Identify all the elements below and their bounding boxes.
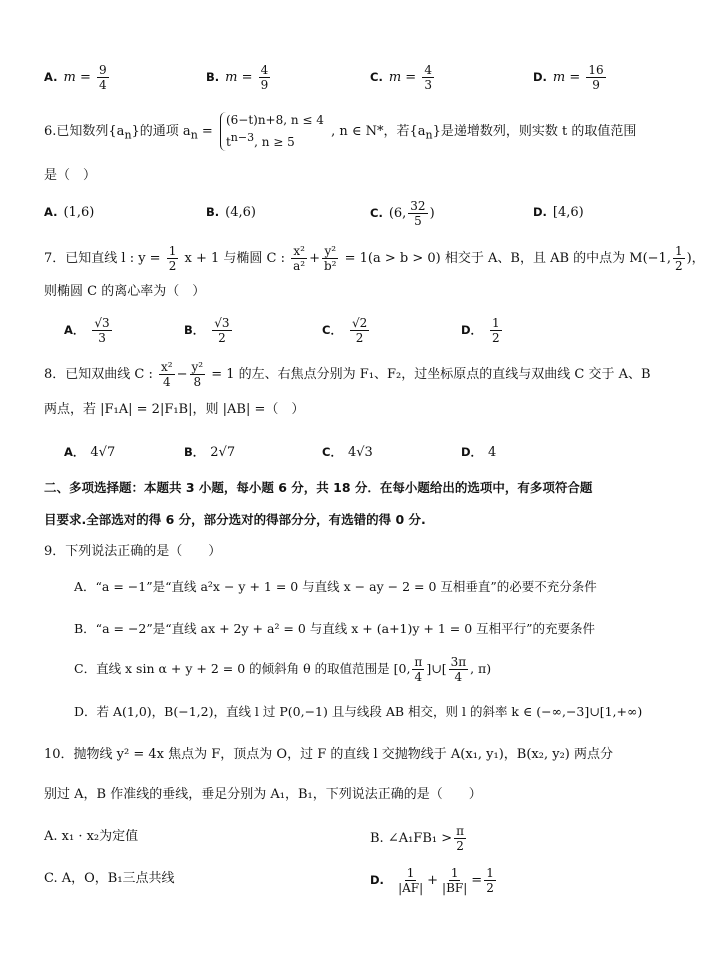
q8-stem-line2: 两点，若 |F₁A| = 2|F₁B|，则 |AB| =（ ） — [44, 402, 305, 417]
q10-option-b: B. ∠A₁FB₁ > $\frac{\pi}{2}$ — [370, 824, 465, 853]
q7-stem: 7．已知直线 l : y = $\frac{1}{2}$ x + 1 与椭圆 C : $\frac{\text{x²}}{\text{a²}}$ + $\frac{\text{y²}}{\text{b²}}$ = 1(a > b > 0) 相交于 A、B，且 AB 的中点为 M(−1, $\frac{1}{2}$ )， — [44, 244, 705, 273]
q10-option-a: A. x₁ · x₂为定值 — [44, 829, 139, 844]
q6-option-b: B. (4,6) — [206, 205, 256, 220]
q8-option-d: D． 4 — [461, 445, 497, 460]
q8-option-a: A． 4√7 — [64, 445, 116, 460]
q7-option-d: D． $\frac{1}{2}$ — [461, 316, 500, 345]
q6-option-c: C. (6, $\frac{32}{5}$ ) — [370, 199, 435, 228]
q10-stem-line2: 别过 A，B 作准线的垂线，垂足分别为 A₁，B₁，下列说法正确的是（ ） — [44, 787, 482, 802]
q6-option-a: A. (1,6) — [44, 205, 95, 220]
q9-stem: 9．下列说法正确的是（ ） — [44, 544, 222, 559]
q7-stem-line2: 则椭圆 C 的离心率为（ ） — [44, 284, 206, 299]
q6-option-d: D. [4,6) — [533, 205, 584, 220]
q5-option-c: C. m = $\frac{4}{3}$ — [370, 63, 432, 92]
q8-stem: 8．已知双曲线 C : $\frac{\text{x²}}{4}$ − $\frac{\text{y²}}{8}$ = 1 的左、右焦点分别为 F₁、F₂，过坐标原点的直线与双曲线 C 交于 A、B — [44, 360, 651, 389]
q5-option-b: B. m = $\frac{4}{9}$ — [206, 63, 269, 92]
q9-option-b: B．“a = −2”是“直线 ax + 2y + a² = 0 与直线 x + (a+1)y + 1 = 0 互相平行”的充要条件 — [74, 621, 596, 636]
q8-option-b: B． 2√7 — [184, 445, 236, 460]
q7-option-c: C． $\frac{√2}{2}$ — [322, 316, 368, 345]
section2-heading: 二、多项选择题：本题共 3 小题，每小题 6 分，共 18 分．在每小题给出的选项中，有多项符合题 — [44, 480, 593, 495]
q6-stem-line2: 是（ ） — [44, 168, 97, 183]
q10-option-d: D. $\frac{1}{|AF|}$ + $\frac{1}{|BF|}$ = $\frac{1}{2}$ — [370, 866, 494, 895]
q7-option-b: B． $\frac{√3}{2}$ — [184, 316, 230, 345]
q9-option-c: C．直线 x sin α + y + 2 = 0 的倾斜角 θ 的取值范围是 [0, $\frac{\pi}{4}$ ]∪[ $\frac{3\pi}{4}$ , π) — [74, 655, 492, 684]
q7-option-a: A． $\frac{√3}{3}$ — [64, 316, 110, 345]
q5-option-a: A. m = $\frac{9}{4}$ — [44, 63, 107, 92]
q5-option-d: D. m = $\frac{16}{9}$ — [533, 63, 604, 92]
q10-option-c: C. A，O，B₁三点共线 — [44, 871, 175, 886]
section2-heading-line2: 目要求.全部选对的得 6 分，部分选对的得部分分，有选错的得 0 分. — [44, 512, 426, 527]
q9-option-d: D．若 A(1,0)，B(−1,2)，直线 l 过 P(0,−1) 且与线段 AB 相交，则 l 的斜率 k ∈ (−∞,−3]∪[1,+∞) — [74, 704, 643, 719]
q9-option-a: A．“a = −1”是“直线 a²x − y + 1 = 0 与直线 x − ay − 2 = 0 互相垂直”的必要不充分条件 — [74, 579, 597, 594]
q6-piecewise: (6−t)n+8, n ≤ 4 $t^{n-3}$, n ≥ 5 — [220, 112, 324, 151]
q8-option-c: C． 4√3 — [322, 445, 373, 460]
q10-stem: 10．抛物线 y² = 4x 焦点为 F，顶点为 O，过 F 的直线 l 交抛物线于 A(x₁, y₁)，B(x₂, y₂) 两点分 — [44, 747, 613, 762]
q6-stem: 6.已知数列$\{a_n\}$的通项 $a_n$ = (6−t)n+8, n ≤ 4 $t^{n-3}$, n ≥ 5 , n ∈ N*，若$\{a_n\}$是递增数列，则实数 t 的取值范围 — [44, 113, 637, 149]
